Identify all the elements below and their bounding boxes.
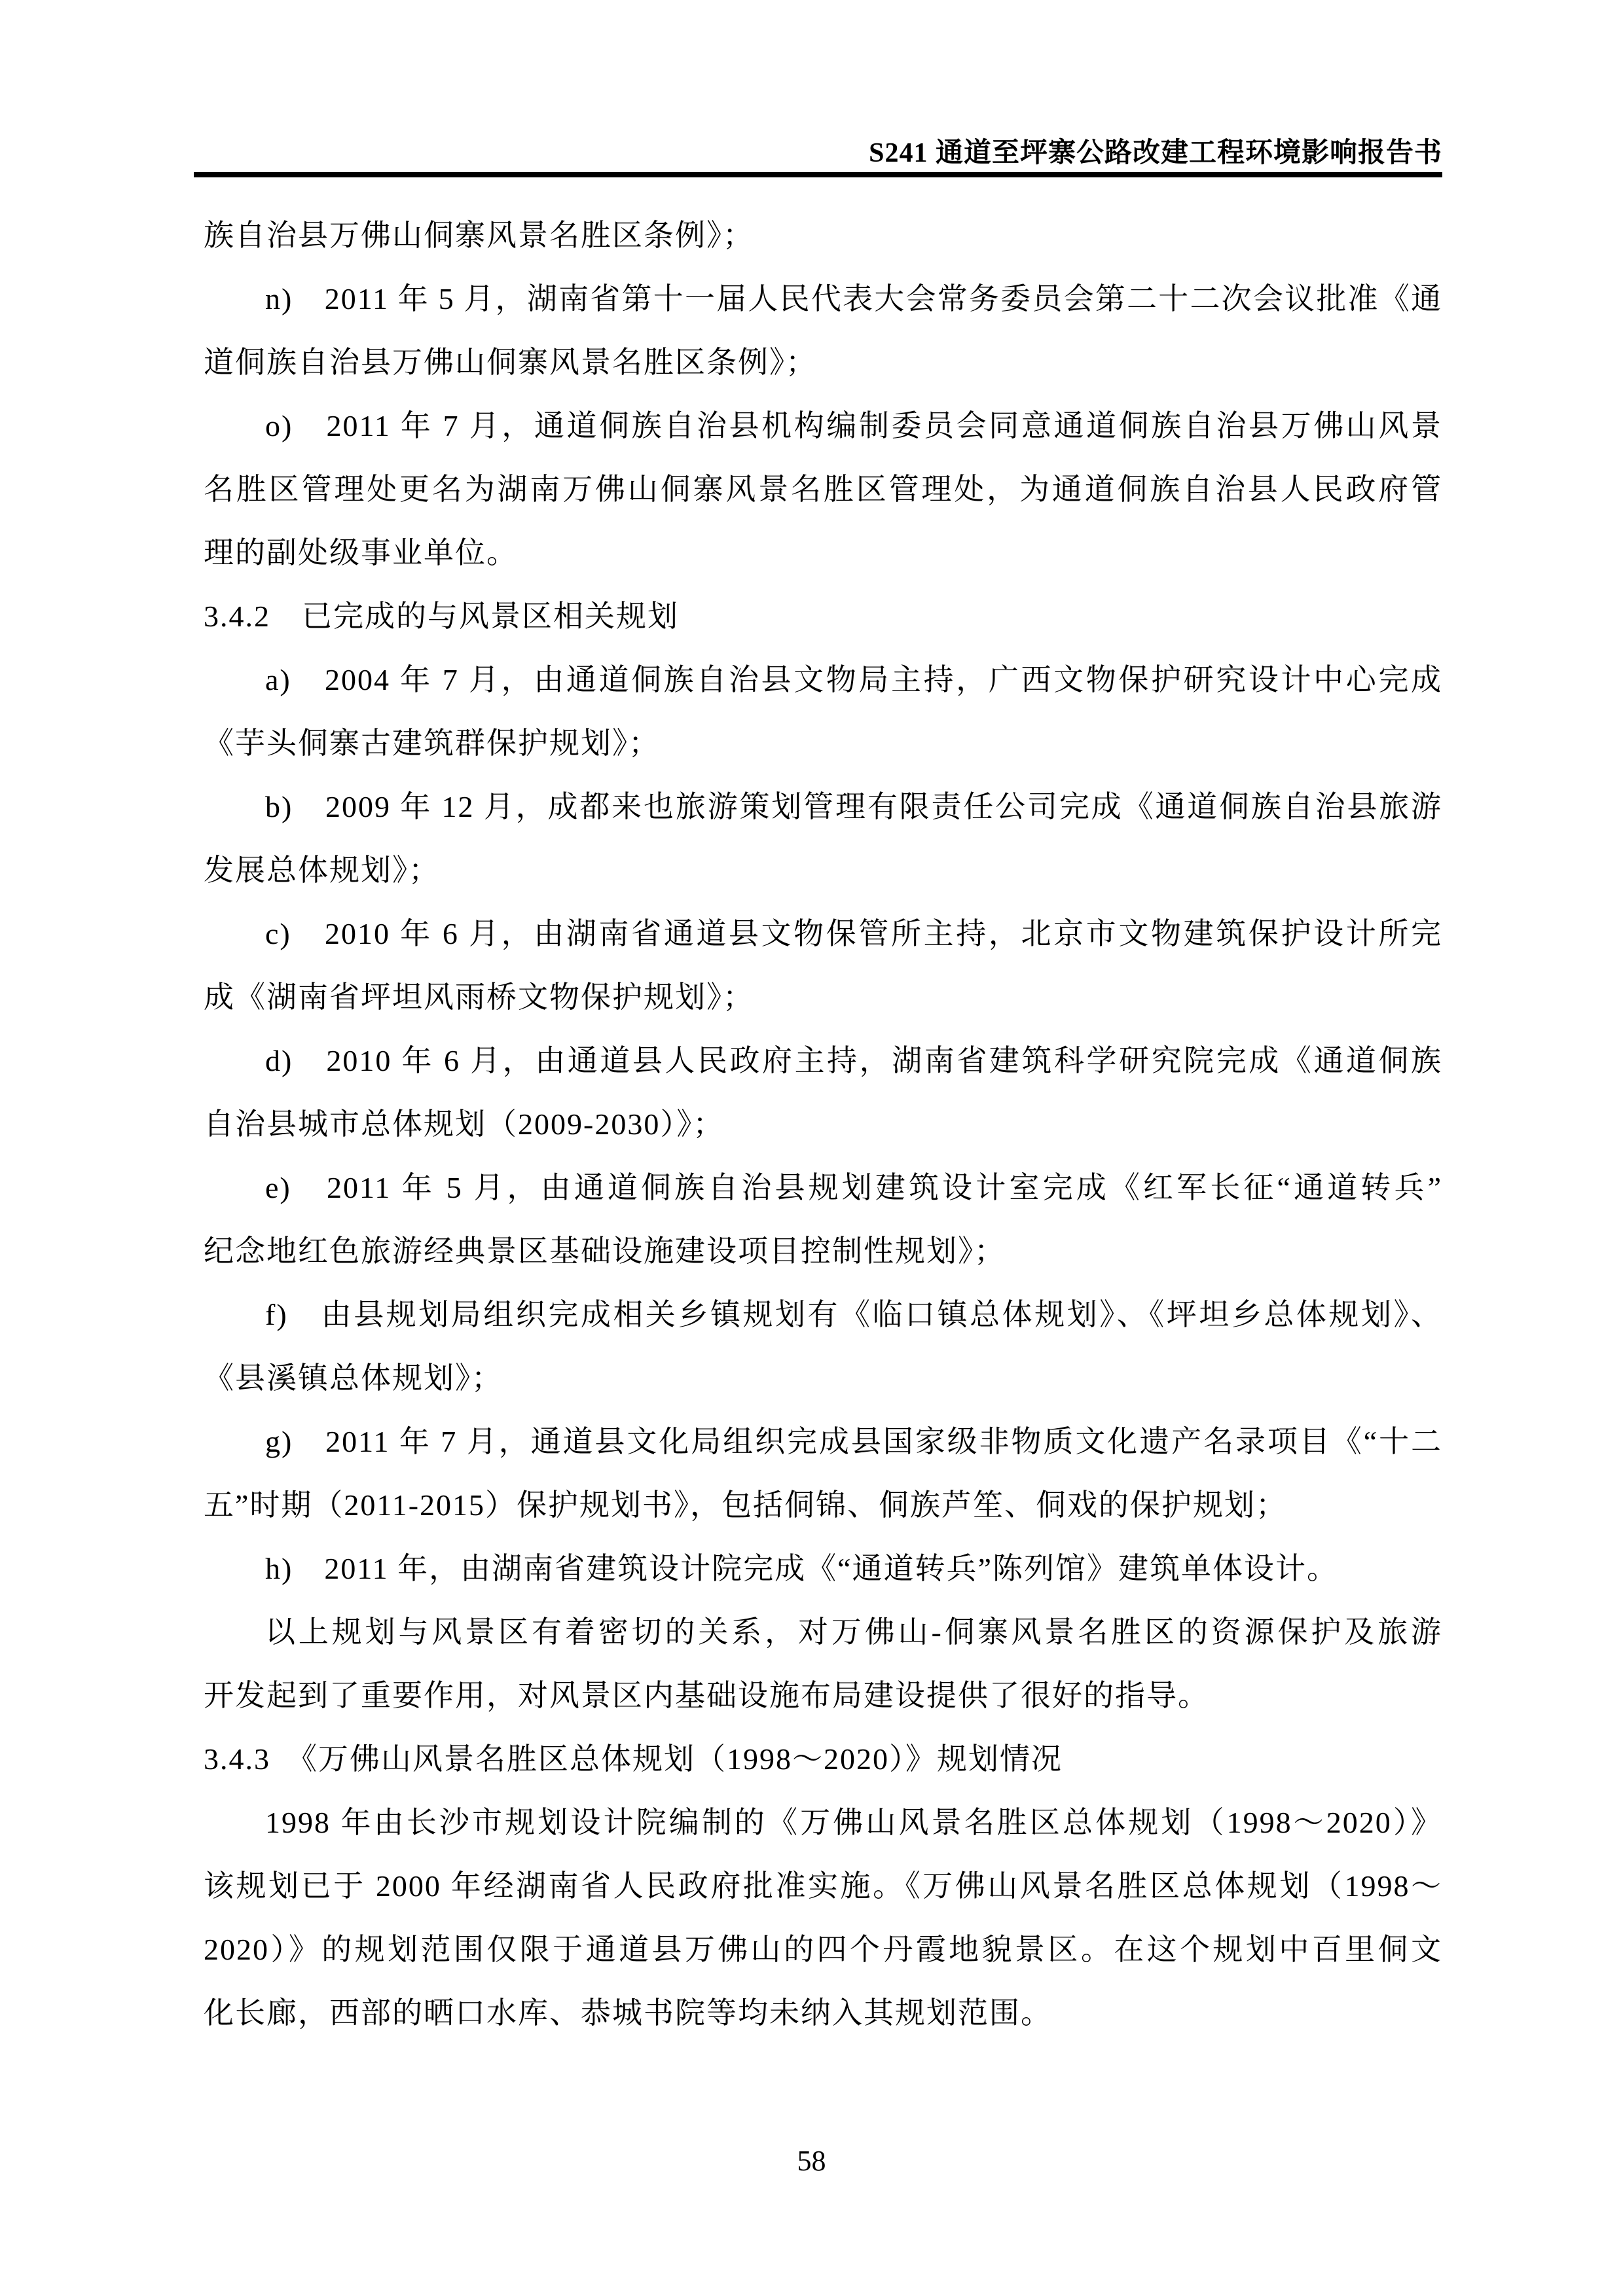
text-line: e) 2011 年 5 月，由通道侗族自治县规划建筑设计室完成《红军长征“通道转兵” <box>265 1171 1442 1204</box>
text-line: b) 2009 年 12 月，成都来也旅游策划管理有限责任公司完成《通道侗族自治县旅游 <box>265 790 1442 823</box>
page-number: 58 <box>797 2145 826 2177</box>
text-line: 名胜区管理处更名为湖南万佛山侗寨风景名胜区管理处，为通道侗族自治县人民政府管 <box>204 473 1442 506</box>
text-line: 2020）》的规划范围仅限于通道县万佛山的四个丹霞地貌景区。在这个规划中百里侗文 <box>204 1933 1442 1966</box>
text-line: 3.4.2 已完成的与风景区相关规划 <box>204 600 679 633</box>
text-line: 《县溪镇总体规划》； <box>204 1361 503 1395</box>
text-line: 自治县城市总体规划（2009-2030）》； <box>204 1107 725 1141</box>
page-footer <box>0 2147 1623 2176</box>
text-line: 理的副处级事业单位。 <box>204 536 518 569</box>
report-title: S241 通道至坪寨公路改建工程环境影响报告书 <box>869 138 1442 168</box>
header-divider <box>194 172 1442 177</box>
text-line: c) 2010 年 6 月，由湖南省通道县文物保管所主持，北京市文物建筑保护设计所完 <box>265 917 1442 950</box>
page-header <box>194 0 1442 177</box>
text-line: f) 由县规划局组织完成相关乡镇规划有《临口镇总体规划》、《坪坦乡总体规划》、 <box>265 1298 1442 1331</box>
text-line: o) 2011 年 7 月，通道侗族自治县机构编制委员会同意通道侗族自治县万佛山风景 <box>265 409 1442 442</box>
text-line: n) 2011 年 5 月，湖南省第十一届人民代表大会常务委员会第二十二次会议批准《通 <box>265 282 1442 315</box>
text-line: 该规划已于 2000 年经湖南省人民政府批准实施。《万佛山风景名胜区总体规划（1998～ <box>204 1869 1442 1903</box>
text-line: 道侗族自治县万佛山侗寨风景名胜区条例》； <box>204 346 817 379</box>
text-line: 成《湖南省坪坦风雨桥文物保护规划》； <box>204 980 754 1014</box>
text-line: d) 2010 年 6 月，由通道县人民政府主持，湖南省建筑科学研究院完成《通道侗族 <box>265 1044 1442 1077</box>
text-line: h) 2011 年，由湖南省建筑设计院完成《“通道转兵”陈列馆》建筑单体设计。 <box>265 1552 1338 1585</box>
text-line: g) 2011 年 7 月，通道县文化局组织完成县国家级非物质文化遗产名录项目《“十二 <box>265 1425 1442 1458</box>
text-line: 以上规划与风景区有着密切的关系，对万佛山-侗寨风景名胜区的资源保护及旅游 <box>265 1615 1442 1649</box>
text-line: 族自治县万佛山侗寨风景名胜区条例》； <box>204 219 754 252</box>
text-line: 3.4.3 《万佛山风景名胜区总体规划（1998～2020）》规划情况 <box>204 1742 1063 1776</box>
text-line: 纪念地红色旅游经典景区基础设施建设项目控制性规划》； <box>204 1234 1006 1268</box>
text-line: 《芋头侗寨古建筑群保护规划》； <box>204 726 660 760</box>
text-line: 开发起到了重要作用，对风景区内基础设施布局建设提供了很好的指导。 <box>204 1679 1209 1712</box>
text-line: 五”时期（2011-2015）保护规划书》，包括侗锦、侗族芦笙、侗戏的保护规划； <box>204 1488 1288 1522</box>
text-line: 化长廊，西部的晒口水库、恭城书院等均未纳入其规划范围。 <box>204 1996 1052 2030</box>
text-line: 1998 年由长沙市规划设计院编制的《万佛山风景名胜区总体规划（1998～2020）》 <box>265 1806 1442 1839</box>
text-line: 发展总体规划》； <box>204 853 440 887</box>
text-line: a) 2004 年 7 月，由通道侗族自治县文物局主持，广西文物保护研究设计中心完成 <box>265 663 1442 696</box>
document-body <box>204 204 1442 2045</box>
